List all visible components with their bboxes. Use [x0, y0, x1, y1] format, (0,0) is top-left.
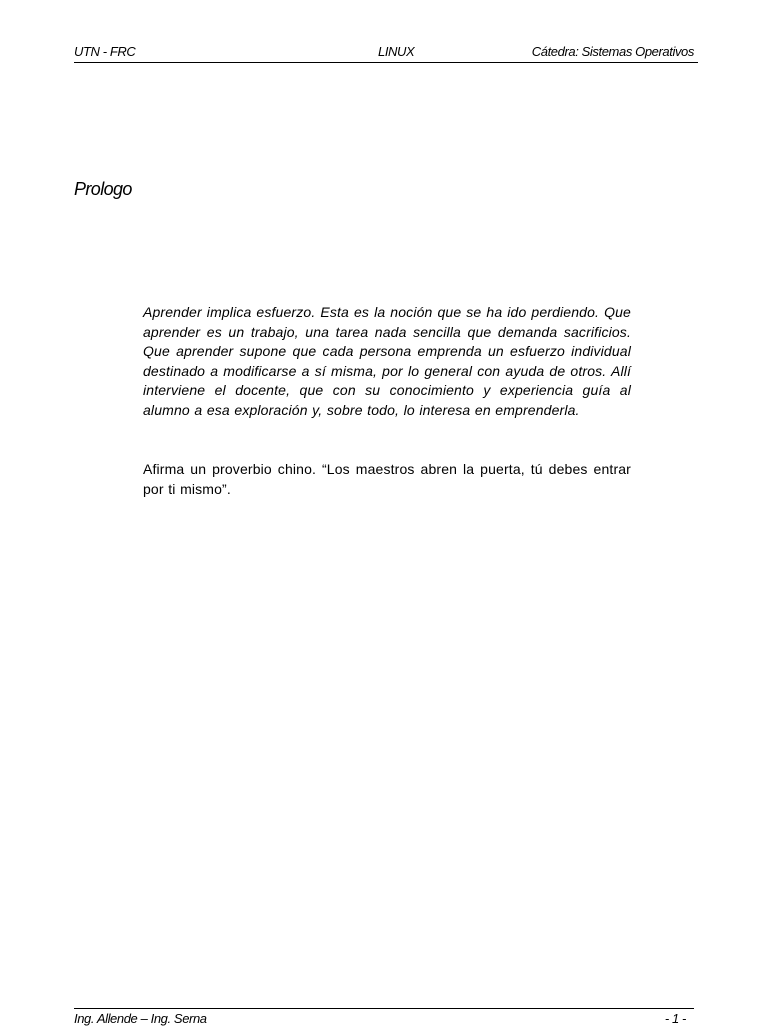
header-course: Cátedra: Sistemas Operativos [531, 44, 694, 59]
paragraph-1: Aprender implica esfuerzo. Esta es la noción que se ha ido perdiendo. Que aprender es un trabajo, una tarea nada sencilla que demanda sacrificios. Que aprender supone que cada persona emprenda un esfuerzo individual destinado a modificarse a sí misma, por lo general con ayuda de otros. Allí interviene el docente, que con su conocimiento y experiencia guía al alumno a esa exploración y, sobre todo, lo interesa en emprenderla. [143, 304, 631, 418]
header-institution: UTN - FRC [74, 44, 136, 59]
page-number: - 1 - [664, 1011, 686, 1026]
footer-authors: Ing. Allende – Ing. Serna [74, 1011, 207, 1026]
header-subject: LINUX [378, 44, 415, 59]
section-title: Prologo [74, 179, 132, 199]
page-footer [74, 1008, 694, 1029]
paragraph-2: Afirma un proverbio chino. “Los maestros abren la puerta, tú debes entrar por ti mismo”. [143, 461, 631, 497]
page-header [74, 44, 698, 63]
